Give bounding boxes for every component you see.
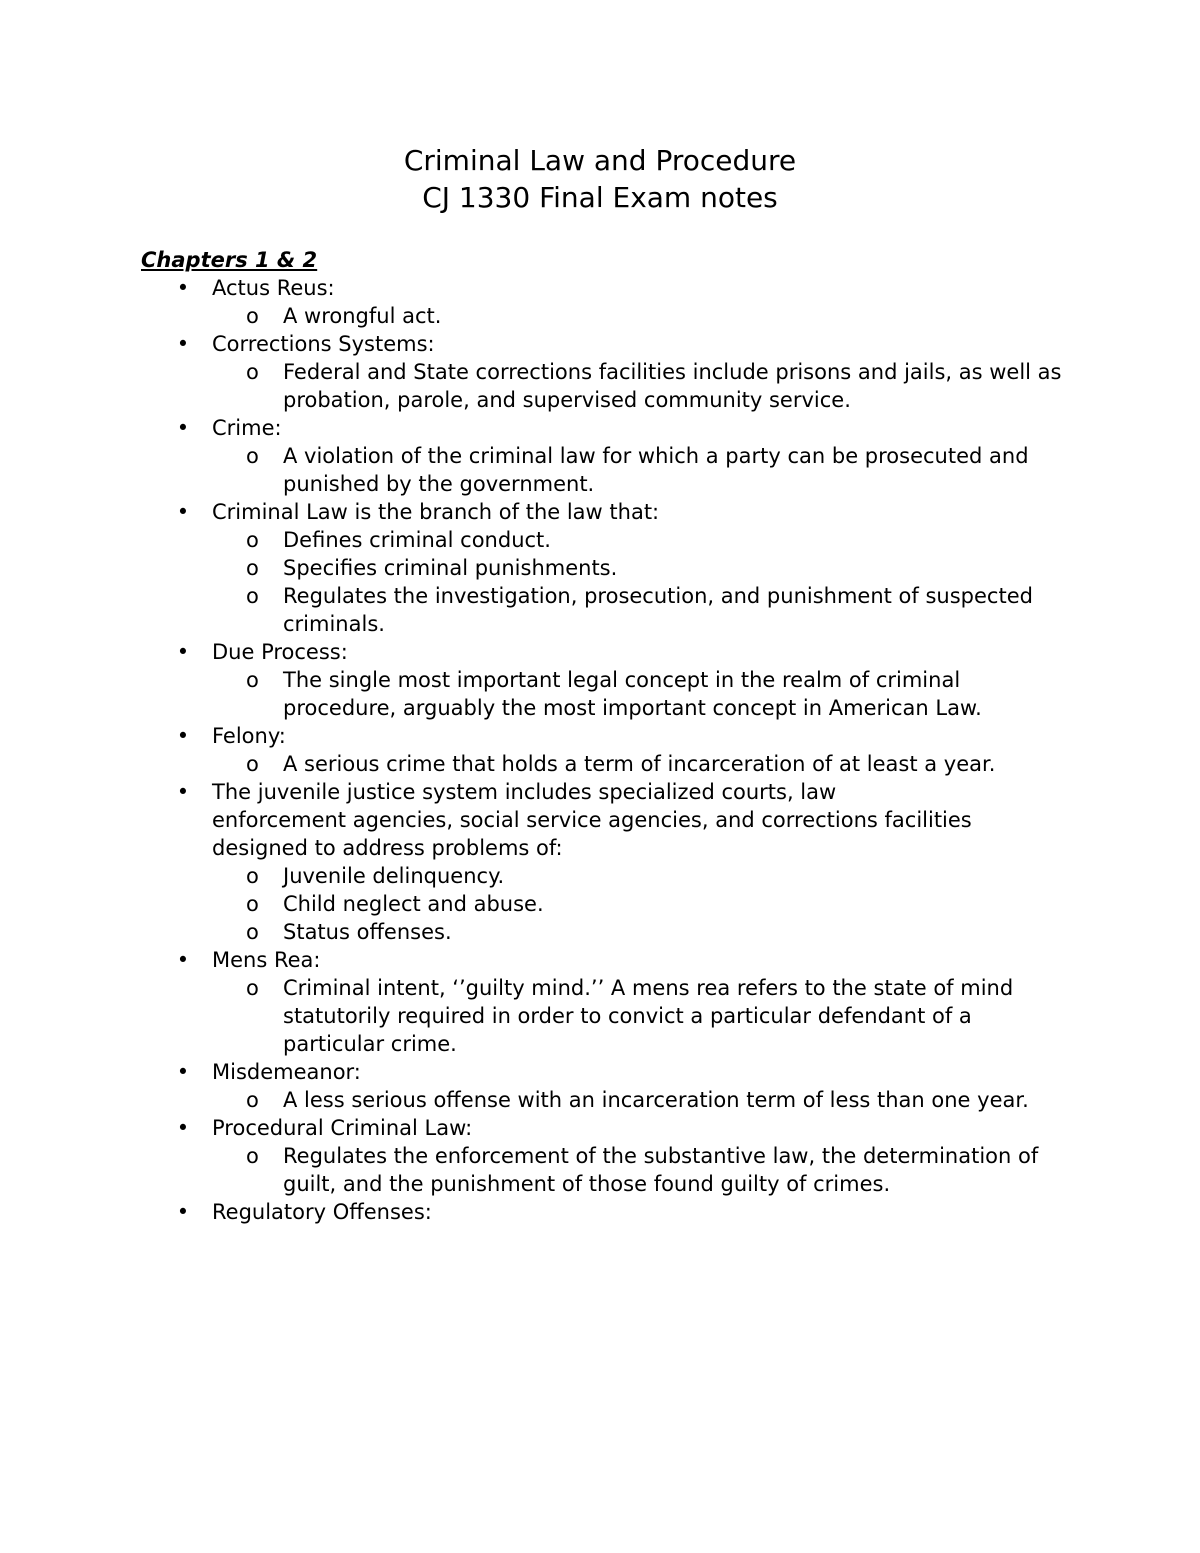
circle-bullet-icon: o bbox=[246, 528, 259, 552]
definition-text: Regulates the enforcement of the substantive law, the determination of guilt, and the punishment of those found guilty of crimes. bbox=[283, 1144, 1039, 1196]
section-heading: Chapters 1 & 2 bbox=[141, 248, 318, 272]
definition-item bbox=[0, 974, 1063, 1058]
term-label: Due Process: bbox=[212, 640, 348, 664]
circle-bullet-icon: o bbox=[246, 976, 259, 1000]
notes-list bbox=[0, 274, 1200, 1226]
circle-bullet-icon: o bbox=[246, 864, 259, 888]
bullet-icon: • bbox=[176, 332, 190, 356]
definition-item bbox=[0, 1086, 1063, 1114]
bullet-icon: • bbox=[176, 948, 190, 972]
definition-item bbox=[0, 442, 1063, 498]
circle-bullet-icon: o bbox=[246, 920, 259, 944]
document-title: Criminal Law and Procedure bbox=[403, 144, 797, 177]
definition-text: A wrongful act. bbox=[283, 304, 442, 328]
term-label: Misdemeanor: bbox=[212, 1060, 361, 1084]
definition-item bbox=[0, 302, 1063, 330]
term-item bbox=[0, 274, 972, 302]
bullet-icon: • bbox=[176, 640, 190, 664]
circle-bullet-icon: o bbox=[246, 892, 259, 916]
bullet-icon: • bbox=[176, 416, 190, 440]
term-item bbox=[0, 722, 972, 750]
definition-text: Defines criminal conduct. bbox=[283, 528, 551, 552]
bullet-icon: • bbox=[176, 1200, 190, 1224]
term-label: Mens Rea: bbox=[212, 948, 321, 972]
circle-bullet-icon: o bbox=[246, 1144, 259, 1168]
definition-text: A less serious offense with an incarceration term of less than one year. bbox=[283, 1088, 1029, 1112]
circle-bullet-icon: o bbox=[246, 752, 259, 776]
term-item bbox=[0, 330, 972, 358]
definition-text: The single most important legal concept in the realm of criminal procedure, arguably the most important concept in American Law. bbox=[283, 668, 982, 720]
term-item bbox=[0, 1198, 972, 1226]
definition-item bbox=[0, 526, 1063, 554]
title-block bbox=[0, 142, 1200, 216]
circle-bullet-icon: o bbox=[246, 1088, 259, 1112]
bullet-icon: • bbox=[176, 276, 190, 300]
term-label: Procedural Criminal Law: bbox=[212, 1116, 473, 1140]
definition-text: Federal and State corrections facilities include prisons and jails, as well as probation, parole, and supervised community service. bbox=[283, 360, 1062, 412]
definition-item bbox=[0, 666, 1063, 722]
definition-text: A violation of the criminal law for which a party can be prosecuted and punished by the government. bbox=[283, 444, 1029, 496]
term-item bbox=[0, 498, 972, 526]
definition-item bbox=[0, 554, 1063, 582]
bullet-icon: • bbox=[176, 780, 190, 804]
term-label: Crime: bbox=[212, 416, 282, 440]
circle-bullet-icon: o bbox=[246, 304, 259, 328]
term-label: Felony: bbox=[212, 724, 286, 748]
circle-bullet-icon: o bbox=[246, 360, 259, 384]
circle-bullet-icon: o bbox=[246, 556, 259, 580]
definition-item bbox=[0, 582, 1063, 638]
definition-text: Status offenses. bbox=[283, 920, 452, 944]
term-label: Criminal Law is the branch of the law that: bbox=[212, 500, 660, 524]
bullet-icon: • bbox=[176, 724, 190, 748]
circle-bullet-icon: o bbox=[246, 584, 259, 608]
document-subtitle: CJ 1330 Final Exam notes bbox=[422, 181, 778, 214]
definition-text: Criminal intent, ‘’guilty mind.’’ A mens rea refers to the state of mind statutorily required in order to convict a particular defendant of a particular crime. bbox=[283, 976, 1014, 1056]
definition-item bbox=[0, 862, 1063, 890]
term-label: Actus Reus: bbox=[212, 276, 335, 300]
term-item bbox=[0, 1114, 972, 1142]
definition-item bbox=[0, 1142, 1063, 1198]
circle-bullet-icon: o bbox=[246, 444, 259, 468]
term-item bbox=[0, 1058, 972, 1086]
definition-text: Specifies criminal punishments. bbox=[283, 556, 618, 580]
definition-text: A serious crime that holds a term of incarceration of at least a year. bbox=[283, 752, 996, 776]
bullet-icon: • bbox=[176, 500, 190, 524]
term-label: The juvenile justice system includes specialized courts, law enforcement agencies, social service agencies, and corrections facilities designed to address problems of: bbox=[212, 780, 972, 860]
definition-item bbox=[0, 358, 1063, 414]
circle-bullet-icon: o bbox=[246, 668, 259, 692]
definition-item bbox=[0, 890, 1063, 918]
term-item bbox=[0, 778, 972, 862]
bullet-icon: • bbox=[176, 1060, 190, 1084]
term-item bbox=[0, 946, 972, 974]
definition-text: Child neglect and abuse. bbox=[283, 892, 544, 916]
definition-text: Juvenile delinquency. bbox=[283, 864, 505, 888]
term-label: Regulatory Offenses: bbox=[212, 1200, 432, 1224]
definition-item bbox=[0, 750, 1063, 778]
bullet-icon: • bbox=[176, 1116, 190, 1140]
term-label: Corrections Systems: bbox=[212, 332, 435, 356]
term-item bbox=[0, 638, 972, 666]
term-item bbox=[0, 414, 972, 442]
definition-item bbox=[0, 918, 1063, 946]
definition-text: Regulates the investigation, prosecution, and punishment of suspected criminals. bbox=[283, 584, 1033, 636]
